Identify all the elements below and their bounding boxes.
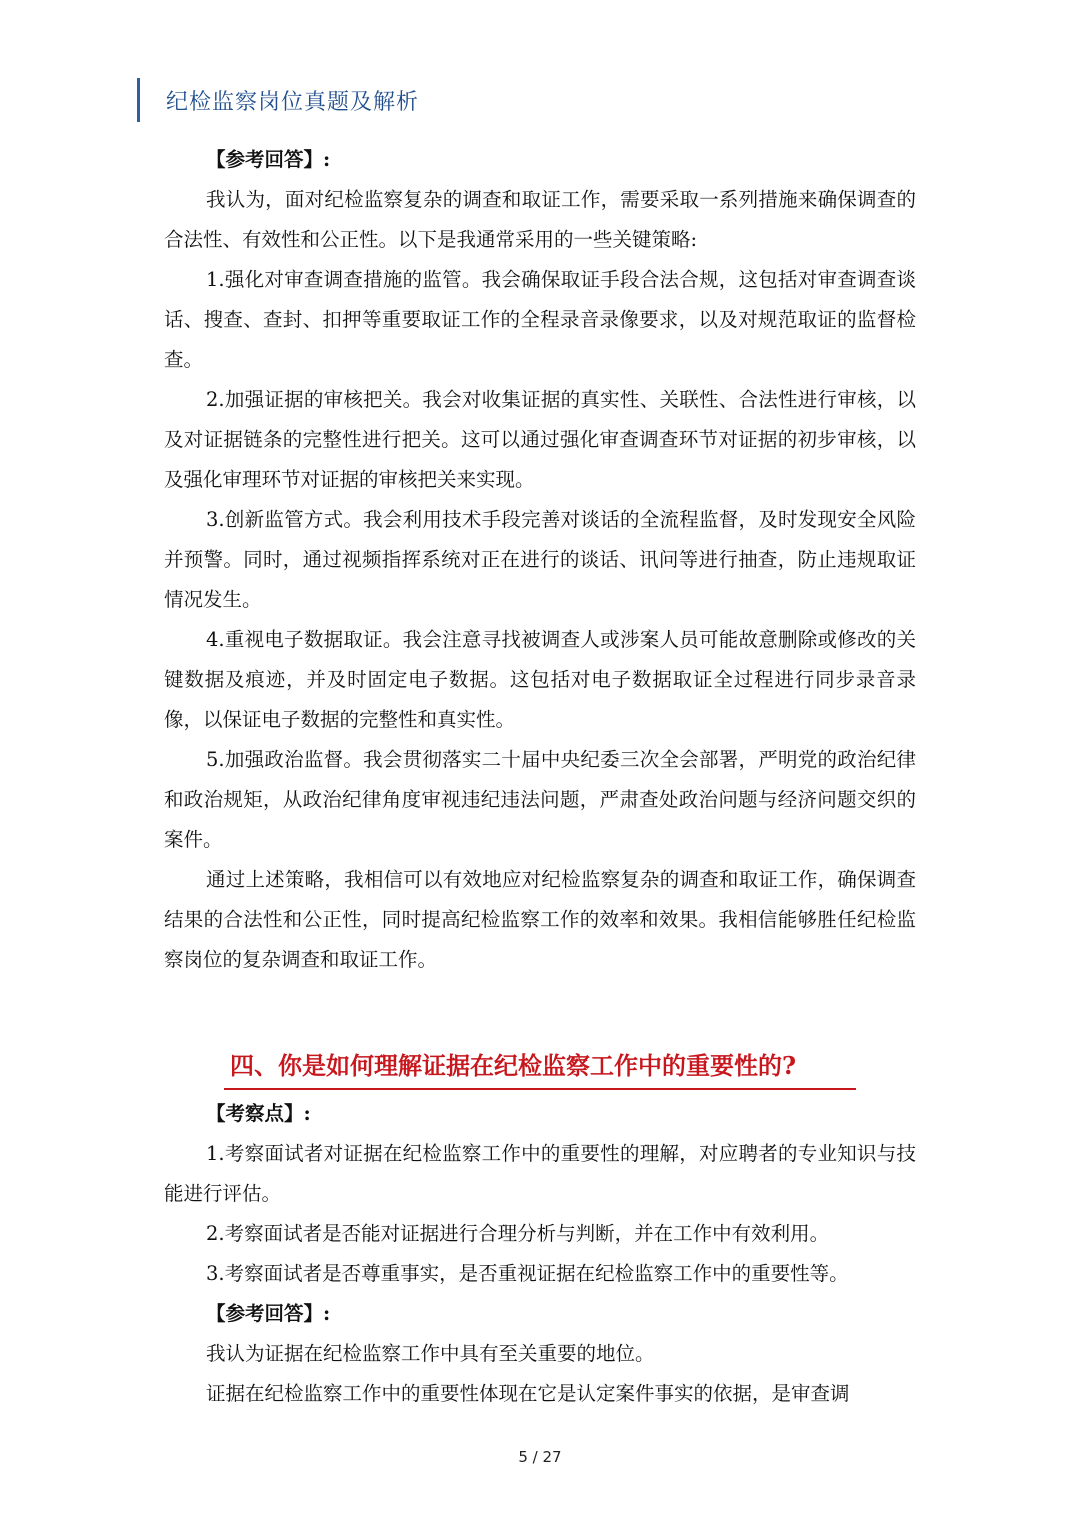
section-heading: 四、你是如何理解证据在纪检监察工作中的重要性的? <box>224 1044 856 1090</box>
page-content <box>164 140 916 1414</box>
page-number: 5 / 27 <box>518 1448 562 1466</box>
section-spacer <box>164 980 916 1044</box>
answer-paragraph: 5.加强政治监督。我会贯彻落实二十届中央纪委三次全会部署，严明党的政治纪律和政治规矩，从政治纪律角度审视违纪违法问题，严肃查处政治问题与经济问题交织的案件。 <box>164 748 916 851</box>
answer-paragraph: 我认为，面对纪检监察复杂的调查和取证工作，需要采取一系列措施来确保调查的合法性、有效性和公正性。以下是我通常采用的一些关键策略: <box>164 188 916 251</box>
document-title: 纪检监察岗位真题及解析 <box>166 89 420 115</box>
answer-paragraph: 2.加强证据的审核把关。我会对收集证据的真实性、关联性、合法性进行审核，以及对证据链条的完整性进行把关。这可以通过强化审查调查环节对证据的初步审核，以及强化审理环节对证据的审核把关来实现。 <box>164 388 916 491</box>
assessment-point: 3.考察面试者是否尊重事实，是否重视证据在纪检监察工作中的重要性等。 <box>206 1262 849 1285</box>
document-header <box>137 78 419 122</box>
assessment-point: 1.考察面试者对证据在纪检监察工作中的重要性的理解，对应聘者的专业知识与技能进行评估。 <box>164 1142 916 1205</box>
answer-paragraph: 3.创新监管方式。我会利用技术手段完善对谈话的全流程监督，及时发现安全风险并预警。同时，通过视频指挥系统对正在进行的谈话、讯问等进行抽查，防止违规取证情况发生。 <box>164 508 916 611</box>
reference-answer-label: 【参考回答】: <box>206 1302 331 1325</box>
assessment-point: 2.考察面试者是否能对证据进行合理分析与判断，并在工作中有效利用。 <box>206 1222 830 1245</box>
answer-paragraph: 通过上述策略，我相信可以有效地应对纪检监察复杂的调查和取证工作，确保调查结果的合法性和公正性，同时提高纪检监察工作的效率和效果。我相信能够胜任纪检监察岗位的复杂调查和取证工作。 <box>164 868 916 971</box>
answer-paragraph: 证据在纪检监察工作中的重要性体现在它是认定案件事实的依据，是审查调 <box>206 1382 850 1405</box>
answer-paragraph: 1.强化对审查调查措施的监管。我会确保取证手段合法合规，这包括对审查调查谈话、搜查、查封、扣押等重要取证工作的全程录音录像要求，以及对规范取证的监督检查。 <box>164 268 916 371</box>
assessment-points-label: 【考察点】: <box>206 1102 311 1125</box>
reference-answer-label: 【参考回答】: <box>206 148 331 171</box>
answer-paragraph: 我认为证据在纪检监察工作中具有至关重要的地位。 <box>206 1342 655 1365</box>
answer-paragraph: 4.重视电子数据取证。我会注意寻找被调查人或涉案人员可能故意删除或修改的关键数据及痕迹，并及时固定电子数据。这包括对电子数据取证全过程进行同步录音录像，以保证电子数据的完整性和真实性。 <box>164 628 916 731</box>
